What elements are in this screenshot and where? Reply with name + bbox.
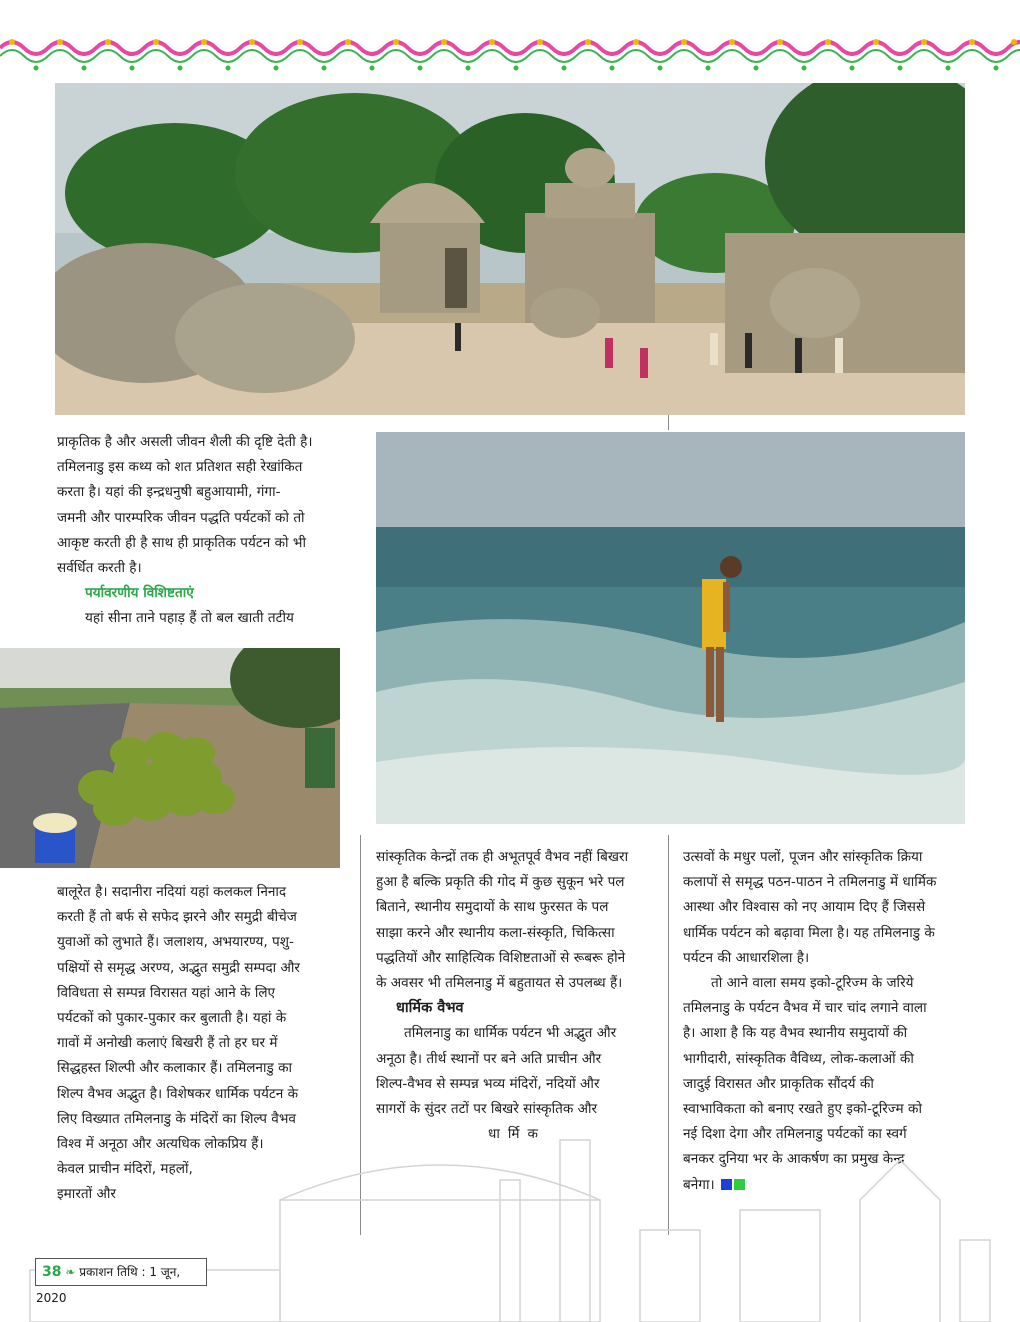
text-line: विश्व में अनूठा और अत्यधिक लोकप्रिय हैं। [57, 1136, 264, 1153]
text-line: सिद्धहस्त शिल्पी और कलाकार हैं। तमिलनाडु का [57, 1060, 293, 1077]
text-line: सांस्कृतिक केन्द्रों तक ही अभूतपूर्व वैभव नहीं बिखरा [376, 849, 629, 865]
text-line: प्राकृतिक है और असली जीवन शैली की दृष्टि देती है। [57, 434, 313, 450]
text-line: अनूठा है। तीर्थ स्थानों पर बने अति प्राचीन और [376, 1050, 602, 1067]
text-line: शिल्प-वैभव से सम्पन्न भव्य मंदिरों, नदियों और [376, 1075, 600, 1092]
column-2-body [376, 845, 658, 1147]
text-line: केवल प्राचीन मंदिरों, महलों, [57, 1161, 193, 1178]
text-line: उत्सवों के मधुर पलों, पूजन और सांस्कृतिक क्रिया [683, 849, 923, 865]
text-line: तो आने वाला समय इको-टूरिज्म के जरिये [711, 975, 914, 992]
text-line: पद्धतियों और साहित्यिक विशिष्टताओं से रूबरू होने [376, 949, 626, 966]
text-line: स्वाभाविकता को बनाए रखते हुए इको-टूरिज्म को [683, 1101, 922, 1118]
text-line: विविधता से सम्पन्न विरासत यहां आने के लिए [57, 984, 276, 1001]
column-divider-upper [668, 415, 669, 430]
text-line: आकृष्ट करती ही है साथ ही प्राकृतिक पर्यटन को भी [57, 534, 306, 551]
text-line: सर्वर्धित करती है। [57, 560, 142, 577]
decorative-top-border [0, 0, 1020, 75]
leaf-icon: ❧ [65, 1265, 76, 1279]
text-line: करता है। यहां की इन्द्रधनुषी बहुआयामी, गंगा- [57, 484, 281, 501]
text-line: यहां सीना ताने पहाड़ हैं तो बल खाती तटीय [85, 610, 294, 627]
jackfruit-stall-photo [0, 648, 340, 868]
text-line: गावों में अनोखी कलाएं बिखरी हैं तो हर घर में [57, 1035, 278, 1052]
text-line: धार्मिक पर्यटन को बढ़ावा मिला है। यह तमिलनाडु के [683, 924, 935, 941]
text-line: साझा करने और स्थानीय कला-संस्कृति, चिकित्सा [376, 924, 615, 941]
page-footer [35, 1258, 207, 1305]
beach-boy-photo [376, 432, 965, 824]
text-line: बालूरेत है। सदानीरा नदियां यहां कलकल निनाद [57, 884, 287, 900]
text-line: पर्यटन की आधारशिला है। [683, 949, 810, 966]
text-line: युवाओं को लुभाते हैं। जलाशय, अभयारण्य, पशु- [57, 934, 294, 951]
heading-religious-splendour: धार्मिक वैभव [396, 1000, 464, 1017]
temple-complex-photo [55, 83, 965, 415]
heading-environmental-features: पर्यावरणीय विशिष्टताएं [85, 585, 194, 602]
page-number: 38 [42, 1264, 62, 1280]
text-line: लिए विख्यात तमिलनाडु के मंदिरों का शिल्प वैभव [57, 1110, 296, 1127]
text-line: के अवसर भी तमिलनाडु में बहुतायत से उपलब्ध हैं। [376, 975, 623, 992]
text-line: भागीदारी, सांस्कृतिक वैविध्य, लोक-कलाओं की [683, 1050, 914, 1067]
publication-date: प्रकाशन तिथि : 1 जून, 2020 [36, 1265, 181, 1305]
text-line: कलापों से समृद्ध पठन-पाठन ने तमिलनाडु में धार्मिक [683, 874, 937, 891]
text-line: तमिलनाडु के पर्यटन वैभव में चार चांद लगाने वाला [683, 1000, 927, 1017]
text-line: पक्षियों से समृद्ध अरण्य, अद्भुत समुद्री सम्पदा और [57, 959, 300, 976]
text-line: है। आशा है कि यह वैभव स्थानीय समुदायों की [683, 1025, 908, 1042]
text-line: जादुई विरासत और प्राकृतिक सौंदर्य की [683, 1075, 874, 1092]
text-line: धार्मिक [488, 1126, 546, 1143]
text-line: इमारतों और [57, 1186, 116, 1203]
text-line: बनकर दुनिया भर के आकर्षण का प्रमुख केन्द्र [683, 1151, 905, 1168]
text-line: जमनी और पारम्परिक जीवन पद्धति पर्यटकों को तो [57, 509, 305, 526]
text-line: तमिलनाडु का धार्मिक पर्यटन भी अद्भुत और [404, 1025, 617, 1042]
city-skyline-watermark [0, 1120, 1020, 1322]
text-line: आस्था और विश्वास को नए आयाम दिए हैं जिससे [683, 899, 926, 916]
text-line: तमिलनाडु इस कथ्य को शत प्रतिशत सही रेखांकित [57, 459, 303, 476]
text-line: हुआ है बल्कि प्रकृति की गोद में कुछ सुकून भरे पल [376, 874, 625, 891]
column-1-intro [57, 430, 342, 632]
text-line: बिताने, स्थानीय समुदायों के साथ फुरसत के पल [376, 899, 609, 916]
text-line: सागरों के सुंदर तटों पर बिखरे सांस्कृतिक और [376, 1101, 598, 1118]
text-line: करती हैं तो बर्फ से सफेद झरने और समुद्री बीचेज [57, 909, 297, 926]
text-line: शिल्प वैभव अद्भुत है। विशेषकर धार्मिक पर्यटन के [57, 1085, 299, 1102]
text-line: पर्यटकों को पुकार-पुकार कर बुलाती है। यहां के [57, 1010, 287, 1027]
closing-text: बनेगा। [683, 1176, 715, 1193]
text-line: नई दिशा देगा और तमिलनाडु पर्यटकों का स्वर्ग [683, 1126, 907, 1143]
